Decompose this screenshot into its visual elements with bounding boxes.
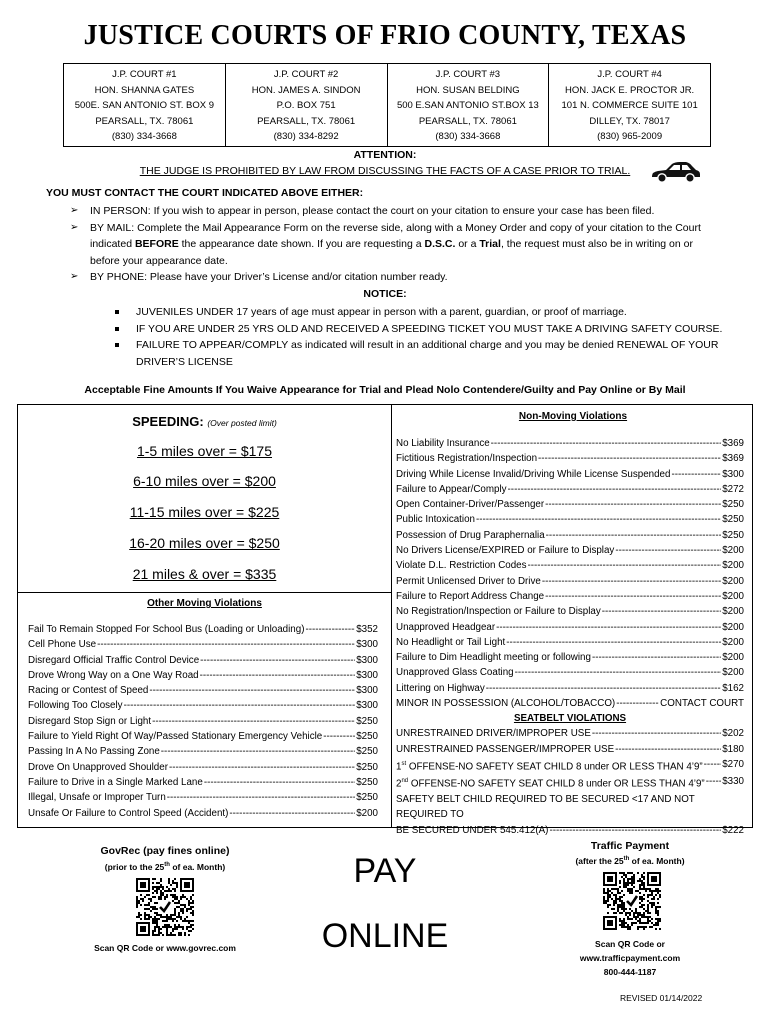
violation-label: No Headlight or Tail Light bbox=[396, 636, 506, 648]
column-divider bbox=[391, 405, 392, 827]
court-judge: HON. JACK E. PROCTOR JR. bbox=[565, 84, 695, 96]
violation-row bbox=[396, 742, 744, 757]
leader-dashes bbox=[706, 774, 722, 792]
leader-dashes bbox=[592, 726, 721, 741]
fine-amount: $300 bbox=[356, 669, 378, 681]
mail-trial: Trial bbox=[479, 238, 501, 250]
leader-dashes bbox=[542, 574, 721, 589]
offense-number: 2 bbox=[396, 778, 402, 790]
offense-ordinal: st bbox=[401, 760, 407, 767]
violation-row bbox=[28, 683, 378, 698]
violation-label: Cell Phone Use bbox=[28, 639, 97, 651]
violation-row bbox=[396, 726, 744, 741]
by-mail-item bbox=[70, 220, 720, 270]
violation-label: Fail To Remain Stopped For School Bus (Loading or Unloading) bbox=[28, 624, 305, 635]
violation-row bbox=[396, 757, 744, 775]
leader-dashes bbox=[615, 742, 721, 757]
online-label: ONLINE bbox=[321, 917, 449, 955]
revised-date: REVISED 01/14/2022 bbox=[620, 993, 703, 1003]
offense-text: OFFENSE-NO SAFETY SEAT CHILD 8 under OR LESS THAN 4’9” bbox=[406, 761, 703, 773]
fine-amount: $222 bbox=[722, 824, 744, 836]
leader-dashes bbox=[549, 823, 721, 838]
speeding-item: 1-5 miles over = $175 bbox=[136, 443, 273, 459]
govrec-sub-text: (prior to the 25 bbox=[104, 862, 165, 872]
leader-dashes bbox=[545, 589, 721, 604]
page-title: JUSTICE COURTS OF FRIO COUNTY, TEXAS bbox=[83, 20, 687, 51]
leader-dashes bbox=[200, 653, 355, 668]
court-address: P.O. BOX 751 bbox=[276, 100, 336, 112]
court-judge: HON. JAMES A. SINDON bbox=[251, 84, 361, 96]
fine-amount: $202 bbox=[722, 728, 744, 740]
traffic-payment-title: Traffic Payment bbox=[590, 840, 670, 852]
fine-amount: $250 bbox=[356, 731, 378, 743]
court-name: J.P. COURT #1 bbox=[112, 69, 177, 80]
leader-dashes bbox=[515, 665, 722, 680]
car-icon bbox=[650, 160, 702, 184]
notice-heading: NOTICE: bbox=[363, 288, 407, 300]
seatbelt-list bbox=[396, 711, 744, 838]
violation-row bbox=[396, 635, 744, 650]
violation-label: Unapproved Headgear bbox=[396, 621, 496, 633]
fine-amount: $369 bbox=[722, 453, 744, 465]
court-address: 101 N. COMMERCE SUITE 101 bbox=[561, 100, 698, 112]
court-address: 500E. SAN ANTONIO ST. BOX 9 bbox=[74, 100, 214, 112]
court-judge: HON. SHANNA GATES bbox=[94, 84, 195, 96]
court-2 bbox=[226, 64, 388, 146]
leader-dashes bbox=[167, 790, 355, 805]
court-city: DILLEY, TX. 78017 bbox=[589, 115, 670, 127]
mail-text: the appearance date shown. If you are requesting a bbox=[178, 238, 425, 250]
violation-row bbox=[28, 806, 378, 821]
court-phone: (830) 334-3668 bbox=[435, 131, 501, 143]
govrec-sub-text: of ea. Month) bbox=[169, 862, 226, 872]
violation-row bbox=[396, 482, 744, 497]
fines-table bbox=[17, 404, 753, 836]
court-phone: (830) 965-2009 bbox=[597, 131, 663, 143]
fine-amount: $300 bbox=[356, 700, 378, 712]
acceptable-fines-heading: Acceptable Fine Amounts If You Waive Appearance for Trial and Plead Nolo Contendere/Guilty and Pay Online or By Mail bbox=[84, 384, 686, 396]
fine-amount: $250 bbox=[356, 792, 378, 804]
govrec-subtitle bbox=[60, 862, 270, 872]
fine-amount: $200 bbox=[722, 636, 744, 648]
tp-sub-sup: th bbox=[623, 856, 630, 863]
fine-amount: $200 bbox=[722, 575, 744, 587]
fine-amount: $270 bbox=[722, 758, 744, 770]
violation-row bbox=[28, 668, 378, 683]
court-city: PEARSALL, TX. 78061 bbox=[95, 115, 194, 127]
court-4 bbox=[549, 64, 710, 146]
violation-label: Permit Unlicensed Driver to Drive bbox=[396, 575, 541, 587]
violation-row bbox=[28, 729, 378, 744]
fine-amount: $200 bbox=[722, 590, 744, 602]
violation-label: Illegal, Unsafe or Improper Turn bbox=[28, 792, 166, 804]
judge-prohibited-notice: THE JUDGE IS PROHIBITED BY LAW FROM DISCUSSING THE FACTS OF A CASE PRIOR TO TRIAL. bbox=[139, 165, 631, 177]
violation-label: No Liability Insurance bbox=[396, 438, 490, 449]
fine-amount: $300 bbox=[356, 639, 378, 651]
violation-label: Public Intoxication bbox=[396, 514, 475, 526]
fine-amount: $200 bbox=[722, 560, 744, 572]
section-divider bbox=[18, 592, 391, 593]
violation-row bbox=[396, 620, 744, 635]
govrec-scan-text: Scan QR Code or www.govrec.com bbox=[94, 943, 236, 953]
fine-amount: $250 bbox=[722, 529, 744, 541]
leader-dashes bbox=[161, 744, 355, 759]
leader-dashes bbox=[200, 668, 356, 683]
tp-sub-text: (after the 25 bbox=[575, 856, 624, 866]
offense-number: 1 bbox=[396, 761, 402, 773]
violation-label: Passing In A No Passing Zone bbox=[28, 746, 160, 758]
violation-row bbox=[28, 622, 378, 637]
violation-label: Failure to Appear/Comply bbox=[396, 483, 507, 495]
notice-item: FAILURE TO APPEAR/COMPLY as indicated will result in an additional charge and you may be denied RENEWAL OF YOUR DRIVER’S LICENSE bbox=[114, 337, 724, 370]
leader-dashes bbox=[476, 512, 721, 527]
fine-amount: $272 bbox=[722, 483, 744, 495]
violation-row bbox=[28, 760, 378, 775]
leader-dashes bbox=[305, 622, 355, 637]
fine-amount: $200 bbox=[722, 667, 744, 679]
leader-dashes bbox=[528, 558, 722, 573]
speeding-item: 11-15 miles over = $225 bbox=[129, 504, 280, 520]
attention-heading: ATTENTION: bbox=[353, 149, 417, 161]
tp-scan-text: Scan QR Code or bbox=[595, 939, 665, 949]
violation-label: Driving While License Invalid/Driving While License Suspended bbox=[396, 468, 671, 480]
leader-dashes bbox=[615, 543, 721, 558]
leader-dashes bbox=[97, 637, 355, 652]
violation-label: No Drivers License/EXPIRED or Failure to Display bbox=[396, 545, 615, 557]
violation-row bbox=[396, 665, 744, 680]
fine-amount: $200 bbox=[722, 545, 744, 557]
violation-label: Drove Wrong Way on a One Way Road bbox=[28, 669, 199, 681]
in-person-item: ➢ IN PERSON: If you wish to appear in person, please contact the court on your citation to ensure your case has been filed. bbox=[70, 203, 720, 220]
govrec-qr-code[interactable] bbox=[136, 878, 194, 936]
leader-dashes bbox=[149, 683, 355, 698]
violation-row bbox=[396, 589, 744, 604]
leader-dashes bbox=[229, 806, 355, 821]
violation-label: Disregard Official Traffic Control Device bbox=[28, 654, 200, 666]
violation-row bbox=[28, 714, 378, 729]
by-phone-item: ➢ BY PHONE: Please have your Driver’s License and/or citation number ready. bbox=[70, 269, 720, 286]
fine-amount: $250 bbox=[356, 746, 378, 758]
violation-row bbox=[396, 497, 744, 512]
leader-dashes bbox=[491, 436, 722, 451]
leader-dashes bbox=[204, 775, 355, 790]
violation-label: Possession of Drug Paraphernalia bbox=[396, 529, 545, 541]
fine-amount: $200 bbox=[722, 652, 744, 664]
fine-amount: $330 bbox=[722, 776, 744, 788]
violation-row bbox=[396, 574, 744, 589]
violation-row bbox=[28, 790, 378, 805]
tp-phone: 800-444-1187 bbox=[603, 967, 657, 977]
violation-label: Disregard Stop Sign or Light bbox=[28, 715, 152, 727]
tp-sub-text: of ea. Month) bbox=[629, 856, 685, 866]
leader-dashes bbox=[538, 451, 721, 466]
fine-amount: $200 bbox=[722, 621, 744, 633]
contact-methods-list bbox=[70, 203, 720, 286]
violation-label: Unapproved Glass Coating bbox=[396, 667, 514, 679]
violation-label: Failure to Yield Right Of Way/Passed Stationary Emergency Vehicle bbox=[28, 731, 323, 743]
leader-dashes bbox=[486, 681, 721, 696]
leader-dashes bbox=[506, 635, 721, 650]
fine-amount: $250 bbox=[356, 776, 378, 788]
violation-label: Failure to Report Address Change bbox=[396, 590, 545, 602]
speeding-title bbox=[18, 414, 391, 429]
violation-label: Unsafe Or Failure to Control Speed (Accident) bbox=[28, 807, 229, 819]
violation-label bbox=[396, 757, 703, 775]
violation-label: Littering on Highway bbox=[396, 682, 485, 694]
court-phone: (830) 334-3668 bbox=[111, 131, 177, 143]
violation-label: Fictitious Registration/Inspection bbox=[396, 453, 538, 465]
leader-dashes bbox=[671, 467, 721, 482]
violation-label bbox=[396, 774, 705, 792]
offense-text: OFFENSE-NO SAFETY SEAT CHILD 8 under OR LESS THAN 4’9” bbox=[408, 778, 705, 790]
violation-label: MINOR IN POSSESSION (ALCOHOL/TOBACCO) bbox=[396, 698, 616, 710]
leader-dashes bbox=[323, 729, 355, 744]
violation-row bbox=[396, 604, 744, 619]
leader-dashes bbox=[546, 528, 722, 543]
fine-amount: $200 bbox=[722, 606, 744, 618]
violation-label: No Registration/Inspection or Failure to Display bbox=[396, 606, 601, 618]
fine-amount: $250 bbox=[722, 514, 744, 526]
violation-row bbox=[396, 558, 744, 573]
traffic-payment-qr-code[interactable] bbox=[603, 872, 661, 930]
other-moving-title: Other Moving Violations bbox=[147, 598, 262, 609]
fine-amount: $352 bbox=[356, 624, 378, 635]
fine-amount: $162 bbox=[722, 682, 744, 694]
court-name: J.P. COURT #4 bbox=[597, 69, 662, 80]
speeding-label: SPEEDING: bbox=[132, 414, 204, 429]
court-address: 500 E.SAN ANTONIO ST.BOX 13 bbox=[396, 100, 539, 112]
leader-dashes bbox=[124, 698, 356, 713]
violation-label: Following Too Closely bbox=[28, 700, 123, 712]
mail-text: BY MAIL: Complete the Mail Appearance Form on the reverse side, along with a Money Order and copy of your citation to the Court indicated bbox=[90, 221, 701, 250]
speeding-item: 16-20 miles over = $250 bbox=[129, 535, 280, 551]
mail-text: or a bbox=[455, 238, 480, 250]
fine-amount: CONTACT COURT bbox=[660, 698, 744, 710]
violation-row bbox=[396, 528, 744, 543]
contact-heading: YOU MUST CONTACT THE COURT INDICATED ABOVE EITHER: bbox=[46, 187, 364, 199]
court-1 bbox=[64, 64, 226, 146]
leader-dashes bbox=[496, 620, 721, 635]
tp-url[interactable]: www.trafficpayment.com bbox=[579, 953, 681, 963]
govrec-title: GovRec (pay fines online) bbox=[100, 845, 230, 857]
court-phone: (830) 334-8292 bbox=[273, 131, 339, 143]
leader-dashes bbox=[152, 714, 355, 729]
notice-item: IF YOU ARE UNDER 25 YRS OLD AND RECEIVED A SPEEDING TICKET YOU MUST TAKE A DRIVING SAFETY COURSE. bbox=[114, 321, 724, 338]
leader-dashes bbox=[592, 650, 721, 665]
mail-text: , the request must also be in writing on or before your appearance date. bbox=[90, 238, 693, 267]
fine-amount: $250 bbox=[356, 715, 378, 727]
violation-label: UNRESTRAINED PASSENGER/IMPROPER USE bbox=[396, 743, 615, 755]
violation-label: Open Container-Driver/Passenger bbox=[396, 499, 545, 511]
violation-label: Drove On Unapproved Shoulder bbox=[28, 761, 168, 773]
leader-dashes bbox=[602, 604, 721, 619]
fine-amount: $250 bbox=[356, 761, 378, 773]
violation-row bbox=[28, 653, 378, 668]
belt-child-line: SAFETY BELT CHILD REQUIRED TO BE SECURED <17 AND NOT REQUIRED TO bbox=[396, 794, 695, 821]
fine-amount: $200 bbox=[356, 807, 378, 819]
leader-dashes bbox=[169, 760, 355, 775]
leader-dashes bbox=[704, 757, 722, 775]
notice-item: JUVENILES UNDER 17 years of age must appear in person with a parent, guardian, or proof of marriage. bbox=[114, 304, 724, 321]
mail-before: BEFORE bbox=[134, 238, 179, 250]
fine-amount: $180 bbox=[722, 743, 744, 755]
court-city: PEARSALL, TX. 78061 bbox=[418, 115, 517, 127]
fine-amount: $300 bbox=[356, 654, 378, 666]
speeding-item: 21 miles & over = $335 bbox=[132, 566, 277, 582]
govrec-sub-sup: th bbox=[164, 862, 170, 869]
notice-list bbox=[114, 304, 724, 370]
court-name: J.P. COURT #3 bbox=[435, 69, 501, 80]
other-moving-list bbox=[28, 622, 378, 821]
seatbelt-title: SEATBELT VIOLATIONS bbox=[513, 713, 627, 724]
traffic-payment-scan bbox=[530, 937, 730, 979]
court-3 bbox=[388, 64, 550, 146]
violation-row bbox=[396, 543, 744, 558]
violation-row bbox=[396, 650, 744, 665]
court-name: J.P. COURT #2 bbox=[273, 69, 339, 80]
violation-label: UNRESTRAINED DRIVER/IMPROPER USE bbox=[396, 728, 591, 740]
violation-label: Failure to Dim Headlight meeting or following bbox=[396, 652, 591, 664]
court-judge: HON. SUSAN BELDING bbox=[416, 84, 520, 96]
violation-row bbox=[396, 774, 744, 792]
violation-row bbox=[396, 696, 744, 711]
violation-label: Racing or Contest of Speed bbox=[28, 685, 149, 697]
speeding-item: 6-10 miles over = $200 bbox=[133, 473, 276, 489]
speeding-subtitle: (Over posted limit) bbox=[207, 418, 277, 428]
violation-row bbox=[396, 467, 744, 482]
violation-label: Failure to Drive in a Single Marked Lane bbox=[28, 776, 203, 788]
fine-amount: $300 bbox=[722, 468, 744, 480]
violation-row bbox=[396, 681, 744, 696]
violation-label: Violate D.L. Restriction Codes bbox=[396, 560, 527, 572]
non-moving-title: Non-Moving Violations bbox=[518, 411, 628, 422]
leader-dashes bbox=[508, 482, 722, 497]
court-city: PEARSALL, TX. 78061 bbox=[257, 115, 356, 127]
offense-ordinal: nd bbox=[401, 778, 409, 785]
fine-amount: $300 bbox=[356, 685, 378, 697]
fine-amount: $369 bbox=[722, 438, 744, 449]
violation-row bbox=[396, 823, 744, 838]
violation-row bbox=[28, 744, 378, 759]
violation-row bbox=[396, 451, 744, 466]
violation-row bbox=[28, 775, 378, 790]
traffic-payment-subtitle bbox=[530, 856, 730, 866]
non-moving-list bbox=[396, 436, 744, 711]
violation-row bbox=[396, 512, 744, 527]
mail-dsc: D.S.C. bbox=[424, 238, 456, 250]
violation-row bbox=[396, 436, 744, 451]
violation-row bbox=[28, 637, 378, 652]
leader-dashes bbox=[616, 696, 659, 711]
violation-row bbox=[28, 698, 378, 713]
leader-dashes bbox=[545, 497, 721, 512]
fine-amount: $250 bbox=[722, 499, 744, 511]
courts-table bbox=[63, 63, 711, 147]
pay-label: PAY bbox=[353, 852, 417, 890]
violation-label: BE SECURED UNDER 545.412(A) bbox=[396, 824, 549, 836]
